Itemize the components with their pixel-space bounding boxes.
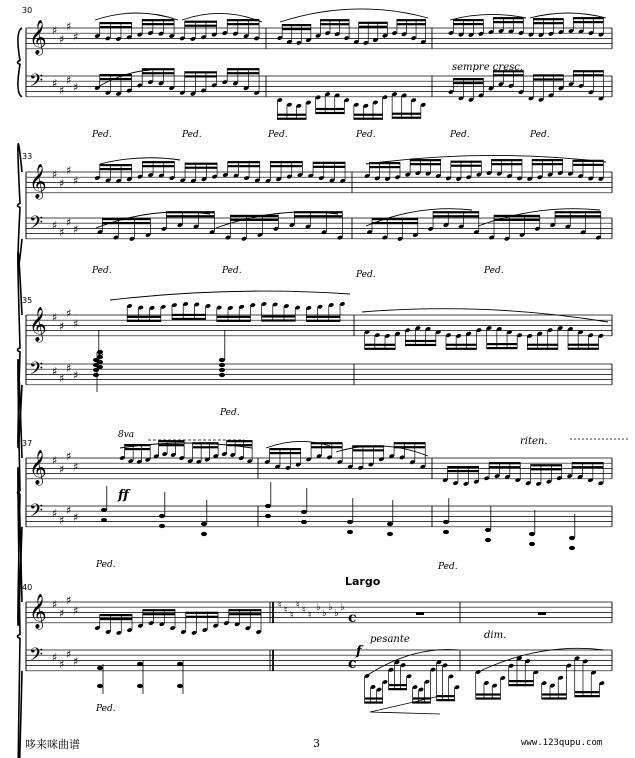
pedal-marking: Ped. (182, 130, 202, 140)
beam (354, 114, 383, 116)
brace (18, 144, 23, 267)
beam (389, 688, 407, 690)
beam (100, 22, 132, 24)
beam (262, 315, 296, 317)
whole-rest (416, 612, 424, 615)
bass-note-head (301, 510, 307, 514)
beam (185, 71, 217, 73)
slur (120, 443, 252, 448)
beam (100, 618, 132, 620)
treble-clef-icon: 𝄞 (29, 20, 47, 55)
beam (392, 113, 421, 115)
treble-clef-icon: 𝄞 (29, 450, 47, 485)
beam (270, 165, 302, 167)
slur (366, 650, 458, 676)
flat-icon: ♭ (334, 608, 339, 619)
pedal-marking: Ped. (222, 266, 242, 276)
bass-note-head (443, 520, 449, 524)
beam (572, 466, 603, 468)
bass-note-head (101, 518, 107, 522)
bass-note-head (485, 538, 491, 542)
beam (229, 609, 261, 611)
beam (509, 684, 534, 686)
beam (316, 112, 345, 114)
sharp-icon: ♯ (66, 594, 72, 608)
beam (185, 167, 217, 169)
beam (143, 609, 175, 611)
beam (573, 17, 603, 19)
common-time-icon: c (348, 656, 357, 672)
measure-number-35: 35 (22, 296, 33, 305)
natural-icon: ♮ (296, 600, 300, 611)
sharp-icon: ♯ (73, 317, 79, 331)
bass-note-head (177, 684, 183, 688)
beam (446, 348, 477, 350)
sharp-icon: ♯ (52, 168, 58, 181)
beam (533, 18, 563, 20)
beam (365, 344, 396, 346)
bass-note-head (137, 684, 143, 688)
sharp-icon: ♯ (66, 20, 72, 34)
beam (453, 78, 483, 80)
footer-page-number: 3 (313, 737, 320, 750)
beam (531, 468, 562, 470)
beam (277, 114, 306, 116)
natural-icon: ♮ (302, 605, 306, 616)
beam (282, 28, 311, 30)
sharp-icon: ♯ (59, 33, 65, 47)
chord-note-head (219, 358, 225, 362)
beam (359, 22, 388, 24)
beam (282, 24, 311, 26)
beam (448, 466, 479, 468)
pesante-marking: pesante (370, 634, 410, 645)
beam (509, 680, 534, 682)
beam (573, 21, 603, 23)
beam (186, 612, 218, 614)
pedal-marking: Ped. (96, 560, 116, 570)
beam (172, 314, 206, 316)
sharp-icon: ♯ (52, 598, 58, 611)
beam (369, 166, 400, 168)
beam (100, 614, 132, 616)
whole-rest (538, 612, 546, 615)
natural-icon: ♮ (308, 610, 312, 621)
beam (353, 449, 384, 451)
bass-note-head (485, 528, 491, 532)
bass-clef-icon: 𝄢 (29, 71, 44, 96)
beam (397, 19, 426, 21)
beam (125, 448, 150, 450)
f-dynamic-41: f (356, 644, 362, 659)
beam (410, 159, 441, 161)
beam (270, 452, 301, 454)
beam (575, 695, 600, 697)
beam (532, 159, 563, 161)
beam (489, 462, 520, 464)
sharp-icon: ♯ (66, 74, 72, 87)
bass-note-head (443, 530, 449, 534)
sharp-icon: ♯ (59, 226, 65, 239)
sharp-icon: ♯ (73, 30, 79, 44)
beam (306, 320, 340, 322)
beam (143, 613, 175, 615)
beam (306, 316, 340, 318)
pedal-marking: Ped. (356, 130, 376, 140)
bass-note-head (387, 532, 393, 536)
chord-note-head (219, 373, 225, 377)
sharp-icon: ♯ (73, 174, 79, 188)
sharp-icon: ♯ (66, 362, 72, 375)
beam (262, 319, 296, 321)
bass-note-head (201, 532, 207, 536)
bass-note-head (159, 514, 165, 518)
sharp-icon: ♯ (52, 24, 58, 37)
bass-note-head (529, 532, 535, 536)
natural-icon: ♮ (278, 600, 282, 611)
beam (405, 344, 436, 346)
beam (394, 442, 425, 444)
chord-note-head (219, 368, 225, 372)
natural-icon: ♮ (290, 610, 294, 621)
beam (372, 222, 418, 224)
sharp-icon: ♯ (59, 607, 65, 621)
beam (527, 344, 558, 346)
beam (100, 26, 132, 28)
beam (533, 22, 563, 24)
beam (487, 343, 518, 345)
pedal-marking: Ped. (220, 408, 240, 418)
bass-note-head (347, 520, 353, 524)
beam (453, 23, 483, 25)
f-dynamic-35: f (96, 352, 102, 366)
beam (159, 444, 185, 446)
sempre-cresc-marking: sempre cresc. (452, 62, 524, 73)
sharp-icon: ♯ (66, 164, 72, 178)
beam (320, 23, 349, 25)
bass-note-head (265, 514, 271, 518)
beam (575, 691, 600, 693)
footer-site-name: 哆来咪曲谱 (25, 738, 80, 751)
beam (491, 159, 522, 161)
dim-marking: dim. (484, 630, 507, 641)
largo-tempo-marking: Largo (345, 575, 381, 588)
pedal-marking: Ped. (484, 266, 504, 276)
beam (270, 161, 302, 163)
sharp-icon: ♯ (66, 648, 72, 661)
slur (366, 155, 606, 164)
beam (555, 215, 601, 217)
beam (573, 70, 603, 72)
chord-note-head (93, 373, 99, 377)
bass-note-head (387, 522, 393, 526)
sharp-icon: ♯ (73, 369, 79, 382)
beam (228, 161, 260, 163)
sharp-icon: ♯ (66, 504, 72, 517)
beam (227, 68, 259, 70)
beam (229, 613, 261, 615)
sharp-icon: ♯ (52, 507, 58, 520)
beam (227, 440, 253, 442)
pedal-marking: Ped. (450, 130, 470, 140)
beam (487, 347, 518, 349)
beam (532, 163, 563, 165)
beam (405, 340, 436, 342)
beam (277, 118, 306, 120)
flat-icon: ♭ (328, 602, 333, 613)
beam (476, 693, 501, 695)
sharp-icon: ♯ (66, 216, 72, 229)
beam (270, 448, 301, 450)
sharp-icon: ♯ (59, 514, 65, 527)
bass-note-head (201, 522, 207, 526)
beam (542, 693, 567, 695)
bass-note-head (137, 662, 143, 666)
sharp-icon: ♯ (52, 651, 58, 664)
sharp-icon: ♯ (52, 219, 58, 232)
bass-note-head (569, 536, 575, 540)
bass-note-head (101, 508, 107, 512)
beam (397, 23, 426, 25)
sharp-icon: ♯ (73, 460, 79, 474)
beam (493, 21, 523, 23)
sharp-icon: ♯ (59, 658, 65, 671)
beam (185, 75, 217, 77)
slur (110, 291, 350, 300)
beam (365, 701, 383, 703)
ff-dynamic: ff (118, 488, 129, 503)
beam (313, 166, 345, 168)
bass-note-head (265, 504, 271, 508)
measure-number-33: 33 (22, 152, 33, 161)
pedal-marking: Ped. (356, 270, 376, 280)
beam (446, 344, 477, 346)
beam (491, 163, 522, 165)
beam (354, 118, 383, 120)
riten-marking: riten. (520, 436, 548, 447)
beam (555, 211, 601, 213)
beam (127, 320, 161, 322)
sharp-icon: ♯ (73, 604, 79, 618)
sharp-icon: ♯ (73, 655, 79, 668)
bass-note-head (529, 542, 535, 546)
beam (493, 17, 523, 19)
bass-note-head (159, 524, 165, 528)
beam (365, 348, 396, 350)
ottava-marking: 8va (118, 430, 135, 440)
bass-clef-icon: 𝄢 (29, 359, 44, 384)
treble-clef-icon: 𝄞 (29, 594, 47, 629)
beam (572, 462, 603, 464)
beam (142, 165, 174, 167)
pedal-marking: Ped. (92, 130, 112, 140)
sharp-icon: ♯ (73, 511, 79, 524)
flat-icon: ♭ (340, 602, 345, 613)
beam (228, 165, 260, 167)
beam (313, 162, 345, 164)
beam (159, 440, 185, 442)
beam (193, 446, 219, 448)
measure-number-37: 37 (22, 439, 33, 448)
beam (527, 348, 558, 350)
beam (142, 161, 174, 163)
beam (166, 215, 214, 217)
sharp-icon: ♯ (59, 372, 65, 385)
sharp-icon: ♯ (52, 311, 58, 324)
beam (568, 344, 599, 346)
beam (448, 470, 479, 472)
beam (100, 164, 132, 166)
beam (185, 25, 217, 27)
beam (489, 466, 520, 468)
beam (410, 163, 441, 165)
beam (573, 74, 603, 76)
sharp-icon: ♯ (66, 450, 72, 464)
beam (392, 117, 421, 119)
beam (142, 72, 174, 74)
beam (389, 684, 407, 686)
sharp-icon: ♯ (52, 365, 58, 378)
sharp-icon: ♯ (66, 307, 72, 321)
sharp-icon: ♯ (52, 77, 58, 90)
beam (451, 161, 482, 163)
sharp-icon: ♯ (73, 223, 79, 236)
bass-note-head (97, 684, 103, 688)
bass-note-head (569, 546, 575, 550)
beam (533, 74, 563, 76)
flat-icon: ♭ (322, 608, 327, 619)
chord-note-head (219, 363, 225, 367)
sharp-icon: ♯ (59, 463, 65, 477)
beam (476, 697, 501, 699)
pedal-marking: Ped. (530, 130, 550, 140)
treble-clef-icon: 𝄞 (29, 164, 47, 199)
beam (573, 164, 604, 166)
sharp-icon: ♯ (59, 177, 65, 191)
beam (185, 21, 217, 23)
bass-note-head (177, 662, 183, 666)
sharp-icon: ♯ (59, 84, 65, 97)
beam (437, 699, 455, 701)
beam (172, 318, 206, 320)
beam (320, 19, 349, 21)
beam (542, 697, 567, 699)
bass-clef-icon: 𝄢 (29, 501, 44, 526)
treble-clef-icon: 𝄞 (29, 307, 47, 342)
measure-number-30: 30 (22, 6, 33, 15)
sharp-icon: ♯ (59, 320, 65, 334)
beam (359, 26, 388, 28)
pedal-marking: Ped. (96, 704, 116, 714)
beam (493, 74, 523, 76)
pedal-marking: Ped. (438, 562, 458, 572)
beam (453, 19, 483, 21)
beam (372, 218, 418, 220)
beam (185, 163, 217, 165)
beam (227, 23, 259, 25)
beam (217, 316, 251, 318)
beam (568, 348, 599, 350)
natural-icon: ♮ (284, 605, 288, 616)
sharp-icon: ♯ (52, 454, 58, 467)
beam (316, 108, 345, 110)
pedal-marking: Ped. (268, 130, 288, 140)
slur (95, 13, 178, 20)
beam (142, 19, 174, 21)
beam (186, 616, 218, 618)
beam (365, 697, 383, 699)
beam (311, 446, 342, 448)
beam (227, 72, 259, 74)
measure-number-40: 40 (22, 583, 33, 592)
beam (451, 165, 482, 167)
pedal-marking: Ped. (92, 266, 112, 276)
sharp-icon: ♯ (73, 81, 79, 94)
beam (433, 211, 479, 213)
beam (100, 168, 132, 170)
bass-note-head (97, 666, 103, 670)
beam (453, 82, 483, 84)
beam (230, 219, 278, 221)
brace (18, 28, 23, 97)
beam (142, 23, 174, 25)
bass-clef-icon: 𝄢 (29, 645, 44, 670)
footer-url: www.123qupu.com (521, 738, 603, 748)
bass-note-head (301, 520, 307, 524)
beam (294, 215, 342, 217)
beam (531, 464, 562, 466)
beam (127, 316, 161, 318)
beam (533, 78, 563, 80)
bass-note-head (347, 530, 353, 534)
common-time-icon: c (348, 610, 357, 626)
beam (433, 215, 479, 217)
beam (217, 320, 251, 322)
bass-clef-icon: 𝄢 (29, 213, 44, 238)
flat-icon: ♭ (316, 602, 321, 613)
